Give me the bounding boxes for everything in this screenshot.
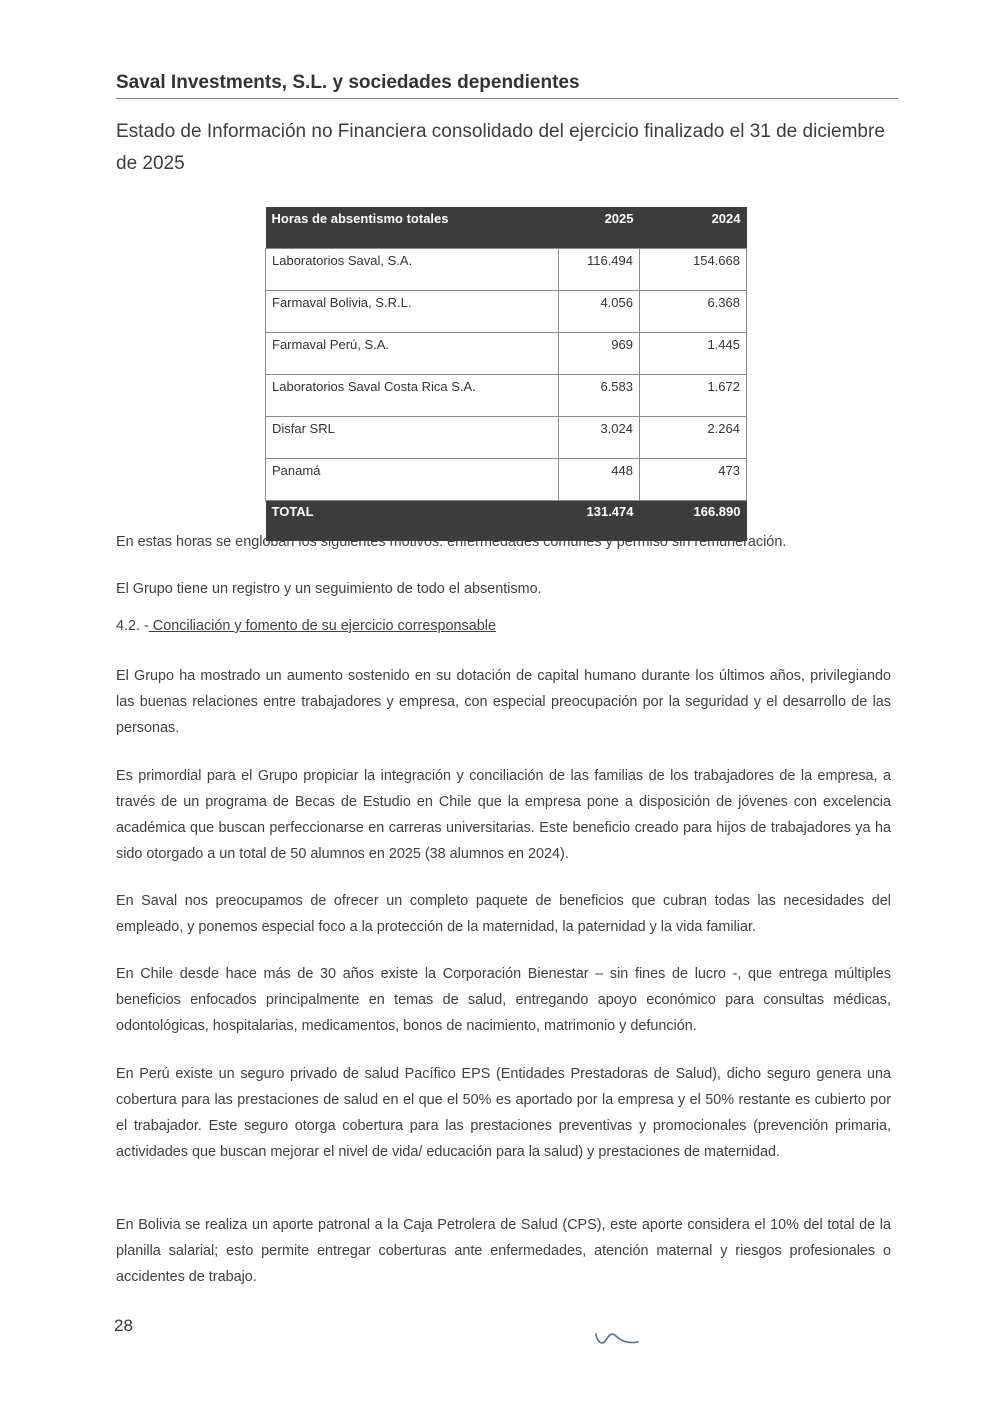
total-label: TOTAL	[266, 501, 559, 542]
signature-mark	[592, 1326, 642, 1350]
table-row	[266, 375, 747, 417]
table-row	[266, 249, 747, 291]
value-2025: 3.024	[559, 417, 640, 459]
row-label: Farmaval Bolivia, S.R.L.	[266, 291, 559, 333]
value-2024: 473	[640, 459, 747, 501]
paragraph-bolivia: En Bolivia se realiza un aporte patronal a la Caja Petrolera de Salud (CPS), este aporte considera el 10% del total de la planilla salarial; esto permite entregar coberturas ante enfermedades, atención maternal y riesgos profesionales o accidentes de trabajo.	[116, 1217, 891, 1285]
row-label: Panamá	[266, 459, 559, 501]
page-number: 28	[114, 1316, 133, 1335]
absenteeism-table	[265, 207, 747, 541]
table-row	[266, 459, 747, 501]
paragraph-absence-tracking: El Grupo tiene un registro y un seguimiento de todo el absentismo.	[116, 581, 542, 597]
value-2025: 448	[559, 459, 640, 501]
row-label: Laboratorios Saval, S.A.	[266, 249, 559, 291]
column-header-2025: 2025	[559, 207, 640, 249]
value-2024: 154.668	[640, 249, 747, 291]
row-label: Laboratorios Saval Costa Rica S.A.	[266, 375, 559, 417]
value-2025: 4.056	[559, 291, 640, 333]
column-header-2024: 2024	[640, 207, 747, 249]
section-number: 4.2. -	[116, 618, 149, 634]
value-2024: 1.445	[640, 333, 747, 375]
row-label: Disfar SRL	[266, 417, 559, 459]
table-header-row	[266, 207, 747, 249]
total-2024: 166.890	[640, 501, 747, 542]
section-title: Conciliación y fomento de su ejercicio corresponsable	[148, 618, 496, 634]
paragraph-scholarships: Es primordial para el Grupo propiciar la integración y conciliación de las familias de los trabajadores de la empresa, a través de un programa de Becas de Estudio en Chile que la empresa pone a disposición de jóvenes con excelencia académica que buscan perfeccionarse en carreras universitarias. Este beneficio creado para hijos de trabajadores ya ha sido otorgado a un total de 50 alumnos en 2025 (38 alumnos en 2024).	[116, 768, 891, 862]
table-row	[266, 291, 747, 333]
value-2025: 116.494	[559, 249, 640, 291]
paragraph-absence-reasons: En estas horas se engloban los siguientes motivos: enfermedades comunes y permiso sin remuneración.	[116, 534, 787, 550]
value-2024: 2.264	[640, 417, 747, 459]
value-2025: 6.583	[559, 375, 640, 417]
section-heading	[116, 618, 496, 634]
paragraph-chile: En Chile desde hace más de 30 años existe la Corporación Bienestar – sin fines de lucro -, que entrega múltiples beneficios enfocados principalmente en temas de salud, entregando apoyo económico para consultas médicas, odontológicas, hospitalarias, medicamentos, bonos de nacimiento, matrimonio y defunción.	[116, 966, 891, 1034]
table-row	[266, 417, 747, 459]
table-row	[266, 333, 747, 375]
paragraph-human-capital: El Grupo ha mostrado un aumento sostenido en su dotación de capital humano durante los últimos años, privilegiando las buenas relaciones entre trabajadores y empresa, con especial preocupación por la seguridad y el desarrollo de las personas.	[116, 668, 891, 736]
paragraph-peru: En Perú existe un seguro privado de salud Pacífico EPS (Entidades Prestadoras de Salud), dicho seguro genera una cobertura para las prestaciones de salud en el que el 50% es aportado por la empresa y el 50% restante es cubierto por el trabajador. Este seguro otorga cobertura para las prestaciones preventivas y promocionales (prevención primaria, actividades que buscan mejorar el nivel de vida/ educación para la salud) y prestaciones de maternidad.	[116, 1066, 891, 1160]
report-subtitle: Estado de Información no Financiera consolidado del ejercicio finalizado el 31 de diciembre de 2025	[116, 121, 885, 174]
value-2024: 6.368	[640, 291, 747, 333]
value-2024: 1.672	[640, 375, 747, 417]
row-label: Farmaval Perú, S.A.	[266, 333, 559, 375]
value-2025: 969	[559, 333, 640, 375]
header-rule	[116, 98, 898, 99]
company-title: Saval Investments, S.L. y sociedades dependientes	[116, 72, 580, 93]
total-2025: 131.474	[559, 501, 640, 542]
column-header-label: Horas de absentismo totales	[266, 207, 559, 249]
paragraph-benefits: En Saval nos preocupamos de ofrecer un completo paquete de beneficios que cubran todas las necesidades del empleado, y ponemos especial foco a la protección de la maternidad, la paternidad y la vida familiar.	[116, 893, 891, 935]
